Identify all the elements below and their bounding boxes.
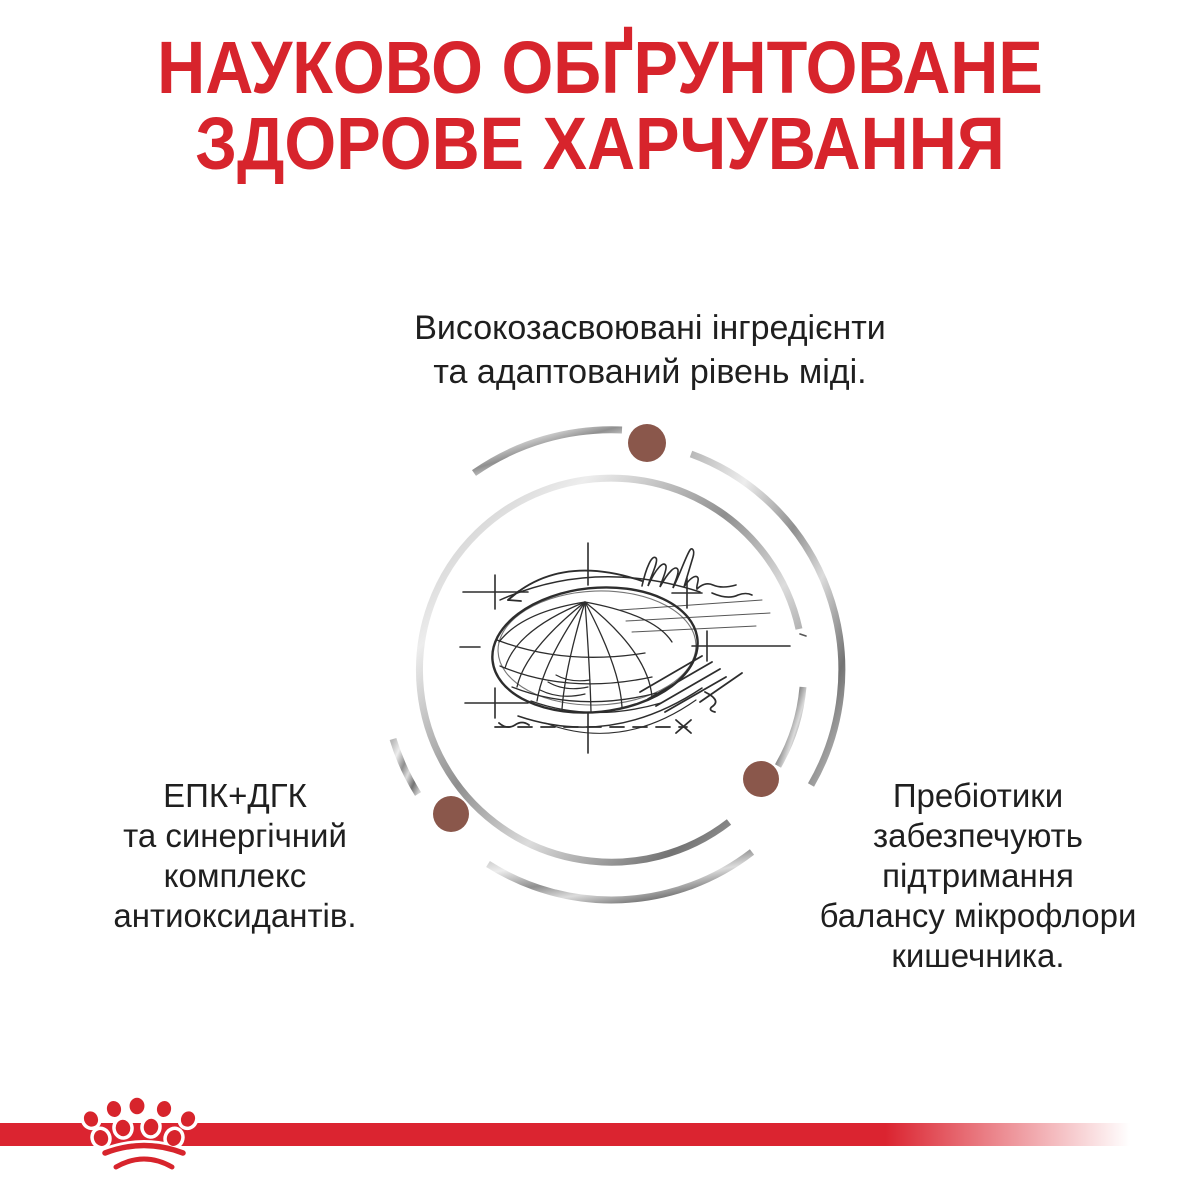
benefit-prebiotics-line-1: Пребіотики: [892, 777, 1064, 814]
orbit-dot-left: [433, 796, 469, 832]
benefit-prebiotics-line-5: кишечника.: [891, 937, 1065, 974]
orbit-inner-ring: [419, 478, 803, 862]
orbit-outer-ring: [393, 430, 842, 900]
benefit-digestibility-line-2: та адаптований рівень міді.: [433, 353, 867, 391]
orbit-dot-right: [743, 761, 779, 797]
royal-canin-crown-logo: [80, 1096, 212, 1174]
page-title-line-1: НАУКОВО ОБҐРУНТОВАНЕ: [157, 26, 1043, 109]
signature-scribble: [642, 549, 752, 597]
page-title-line-2: ЗДОРОВЕ ХАРЧУВАННЯ: [195, 102, 1005, 185]
orbit-dot-top: [628, 424, 666, 462]
benefit-epa-dha-line-4: антиоксидантів.: [113, 897, 357, 934]
benefit-prebiotics-line-4: балансу мікрофлори: [819, 897, 1137, 934]
benefit-epa-dha-line-2: та синергічний: [123, 817, 347, 854]
benefit-digestibility-line-1: Високозасвоювані інгредієнти: [414, 309, 886, 347]
kibble-sketch: [460, 543, 806, 753]
benefit-epa-dha-line-1: ЕПК+ДГК: [163, 777, 307, 814]
benefit-prebiotics-line-2: забезпечують: [873, 817, 1083, 854]
benefit-prebiotics-line-3: підтримання: [882, 857, 1074, 894]
benefit-epa-dha-line-3: комплекс: [163, 857, 307, 894]
